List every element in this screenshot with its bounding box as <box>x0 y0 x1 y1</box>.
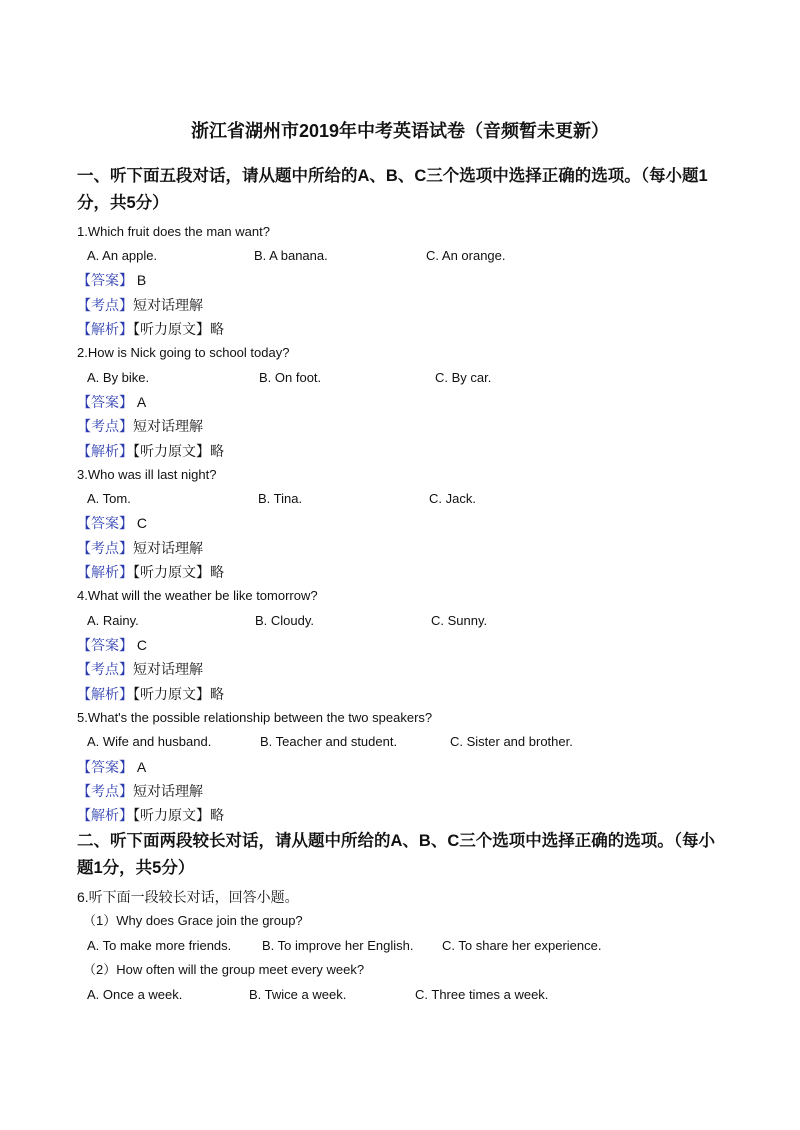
question-stem: 5.What's the possible relationship between the two speakers? <box>77 710 433 725</box>
answer-row <box>77 270 146 290</box>
answer-row <box>77 635 147 655</box>
answer-value: A <box>136 394 147 410</box>
option-b: B. Cloudy. <box>255 613 315 628</box>
option-c: C. Sunny. <box>431 613 488 628</box>
analysis-value: 【听力原文】略 <box>133 321 224 337</box>
analysis-row <box>77 684 224 704</box>
answer-value: B <box>136 272 147 288</box>
option-c: C. Three times a week. <box>415 987 549 1002</box>
question-stem: 4.What will the weather be like tomorrow? <box>77 588 318 603</box>
point-value: 短对话理解 <box>133 661 203 677</box>
point-value: 短对话理解 <box>133 540 203 556</box>
option-c: C. By car. <box>435 370 492 385</box>
option-a: A. Rainy. <box>87 613 139 628</box>
point-value: 短对话理解 <box>133 783 203 799</box>
answer-value: A <box>136 759 147 775</box>
option-a: A. Wife and husband. <box>87 734 212 749</box>
analysis-value: 【听力原文】略 <box>133 686 224 702</box>
analysis-value: 【听力原文】略 <box>133 564 224 580</box>
answer-row <box>77 392 146 412</box>
section-heading-1: 一、听下面五段对话，请从题中所给的A、B、C三个选项中选择正确的选项。（每小题1分，共5分） <box>77 167 708 212</box>
option-b: B. Tina. <box>258 491 303 506</box>
point-label: 【考点】 <box>77 540 133 556</box>
option-c: C. To share her experience. <box>442 938 602 953</box>
answer-label: 【答案】 <box>77 637 133 653</box>
analysis-row <box>77 562 224 582</box>
option-a: A. By bike. <box>87 370 150 385</box>
analysis-row <box>77 805 224 825</box>
point-label: 【考点】 <box>77 297 133 313</box>
answer-label: 【答案】 <box>77 759 133 775</box>
question-stem: 3.Who was ill last night? <box>77 467 217 482</box>
option-b: B. Teacher and student. <box>260 734 398 749</box>
section-heading-2: 二、听下面两段较长对话，请从题中所给的A、B、C三个选项中选择正确的选项。（每小题1分，共5分） <box>77 832 715 877</box>
analysis-row <box>77 441 224 461</box>
analysis-label: 【解析】 <box>77 686 133 702</box>
answer-value: C <box>136 637 148 653</box>
analysis-value: 【听力原文】略 <box>133 443 224 459</box>
option-a: A. Tom. <box>87 491 131 506</box>
subquestion-stem: （1）Why does Grace join the group? <box>83 913 303 928</box>
option-a: A. Once a week. <box>87 987 183 1002</box>
option-b: B. To improve her English. <box>262 938 414 953</box>
point-row <box>77 538 203 558</box>
analysis-label: 【解析】 <box>77 807 133 823</box>
point-label: 【考点】 <box>77 661 133 677</box>
point-row <box>77 416 203 436</box>
analysis-label: 【解析】 <box>77 564 133 580</box>
question-stem: 6.听下面一段较长对话，回答小题。 <box>77 889 299 905</box>
question-stem: 1.Which fruit does the man want? <box>77 224 270 239</box>
analysis-label: 【解析】 <box>77 321 133 337</box>
point-row <box>77 659 203 679</box>
option-b: B. Twice a week. <box>249 987 347 1002</box>
point-value: 短对话理解 <box>133 297 203 313</box>
option-b: B. A banana. <box>254 248 328 263</box>
point-value: 短对话理解 <box>133 418 203 434</box>
answer-value: C <box>136 515 148 531</box>
answer-label: 【答案】 <box>77 272 133 288</box>
option-c: C. An orange. <box>426 248 506 263</box>
answer-label: 【答案】 <box>77 515 133 531</box>
answer-label: 【答案】 <box>77 394 133 410</box>
point-row <box>77 781 203 801</box>
option-a: A. An apple. <box>87 248 158 263</box>
subquestion-stem: （2）How often will the group meet every week? <box>83 962 365 977</box>
point-label: 【考点】 <box>77 418 133 434</box>
option-c: C. Jack. <box>429 491 476 506</box>
analysis-value: 【听力原文】略 <box>133 807 224 823</box>
page-title: 浙江省湖州市2019年中考英语试卷（音频暂未更新） <box>190 121 610 141</box>
answer-row <box>77 757 146 777</box>
option-a: A. To make more friends. <box>87 938 232 953</box>
point-row <box>77 295 203 315</box>
point-label: 【考点】 <box>77 783 133 799</box>
analysis-row <box>77 319 224 339</box>
answer-row <box>77 513 147 533</box>
option-c: C. Sister and brother. <box>450 734 573 749</box>
analysis-label: 【解析】 <box>77 443 133 459</box>
question-stem: 2.How is Nick going to school today? <box>77 345 290 360</box>
option-b: B. On foot. <box>259 370 322 385</box>
